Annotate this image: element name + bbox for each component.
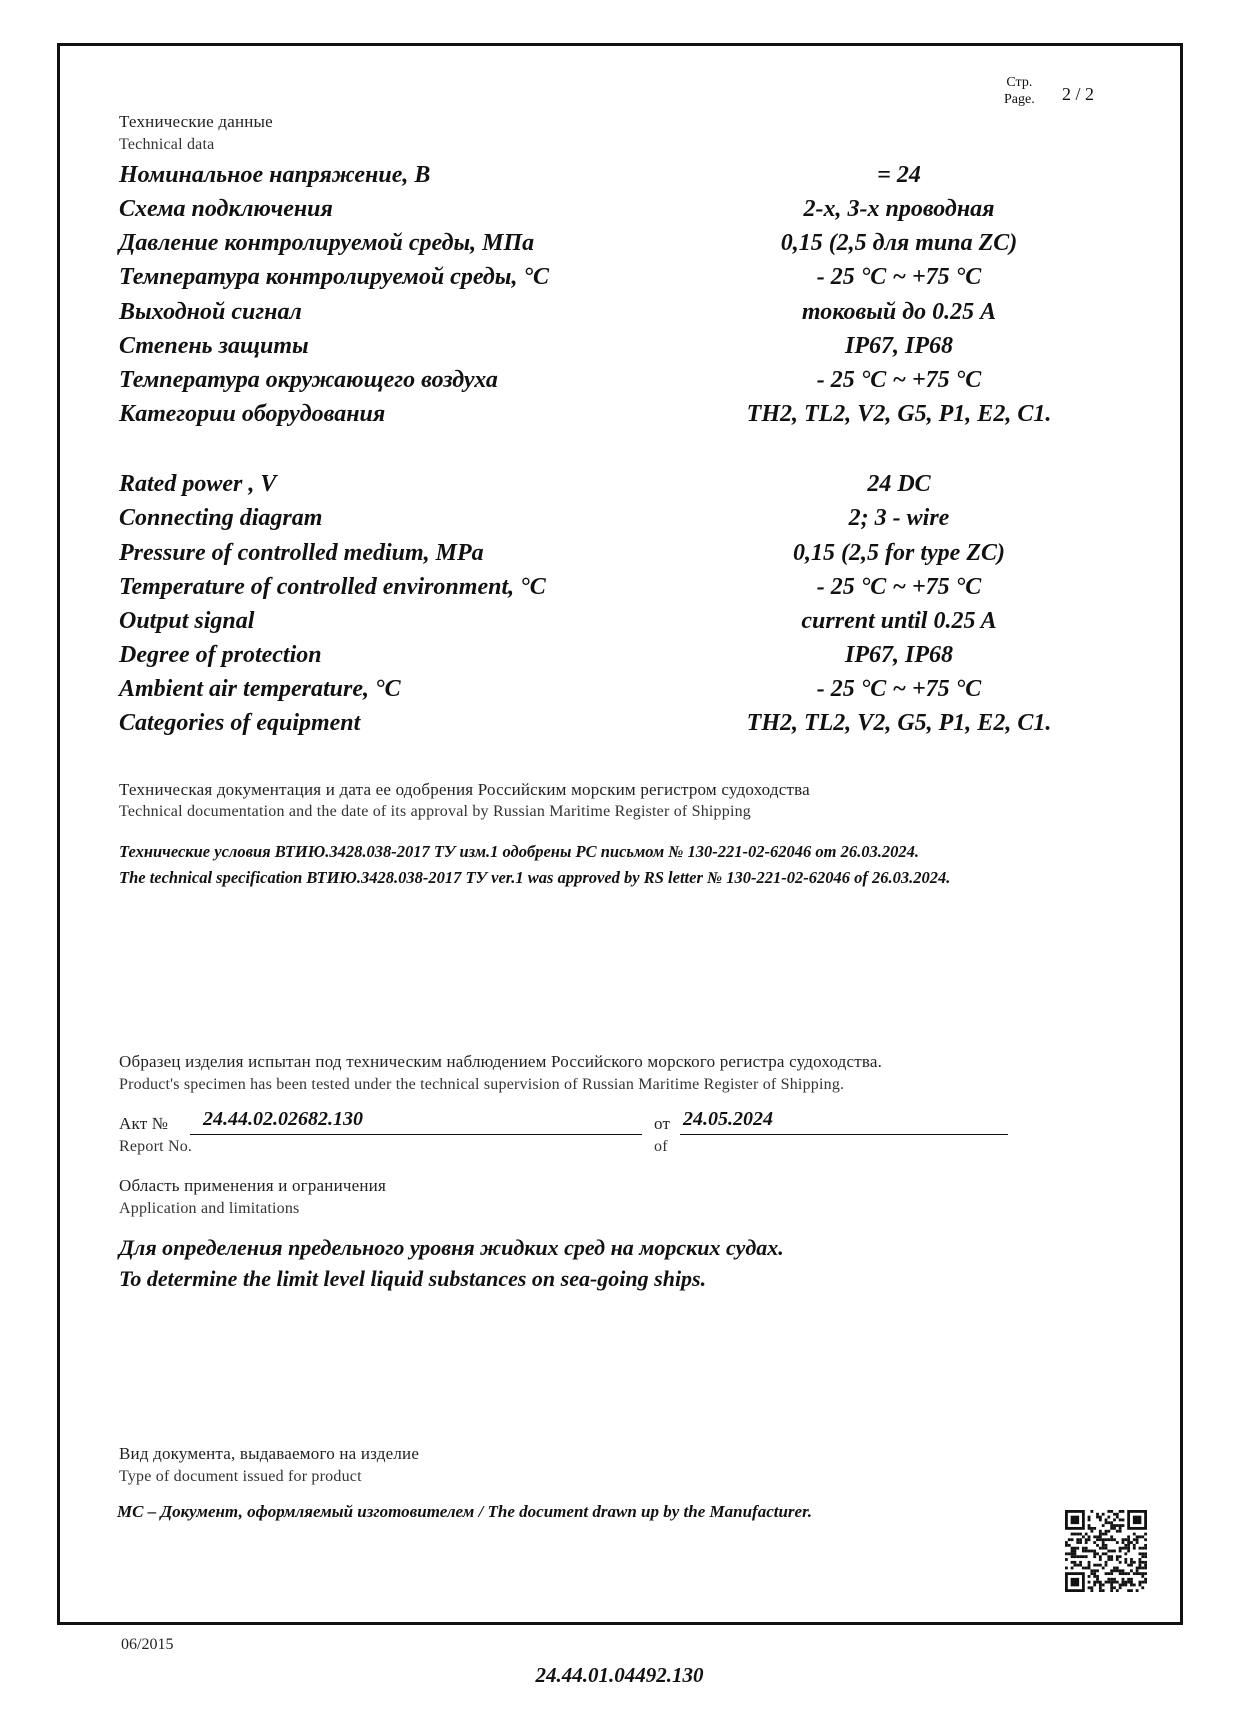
specimen-caption-ru: Образец изделия испытан под техническим наблюдением Российского морского регистра судоходства. (119, 1052, 883, 1071)
spec-label: Connecting diagram (119, 505, 323, 531)
application-text-ru: Для определения предельного уровня жидких сред на морских судах. (119, 1235, 784, 1260)
spec-row (119, 162, 1039, 196)
page-label (1004, 74, 1035, 108)
spec-row (119, 676, 1039, 710)
page-label-en: Page. (1004, 92, 1035, 107)
report-label-en: Report No. (119, 1138, 193, 1155)
application-caption-en: Application and limitations (119, 1200, 300, 1217)
spec-value: - 25 °C ~ +75 °C (816, 574, 982, 600)
spec-value: 2; 3 - wire (848, 505, 950, 531)
spec-value: 2-х, 3-х проводная (803, 196, 995, 222)
page-label-ru: Стр. (1006, 75, 1033, 90)
report-number: 24.44.02.02682.130 (203, 1108, 363, 1130)
spec-label: Degree of protection (119, 642, 322, 668)
spec-row (119, 230, 1039, 264)
document-type-caption-ru: Вид документа, выдаваемого на изделие (119, 1444, 420, 1463)
report-of-label-en: of (654, 1138, 668, 1155)
spec-value: - 25 °С ~ +75 °С (816, 367, 982, 393)
certificate-number: 24.44.01.04492.130 (535, 1663, 704, 1687)
spec-value: TH2, TL2, V2, G5, P1, E2, C1. (746, 710, 1052, 736)
document-type-text: МС – Документ, оформляемый изготовителем / The document drawn up by the Manufacturer. (117, 1502, 813, 1521)
spec-value: TH2, TL2, V2, G5, P1, E2, C1. (746, 401, 1052, 427)
spec-value: - 25 °С ~ +75 °С (816, 264, 982, 290)
spec-row (119, 299, 1039, 333)
spec-label: Категории оборудования (119, 401, 386, 427)
spec-label: Температура контролируемой среды, °С (119, 264, 550, 290)
spec-row (119, 264, 1039, 298)
spec-label: Схема подключения (119, 196, 333, 222)
report-date: 24.05.2024 (683, 1108, 773, 1130)
spec-value: = 24 (877, 162, 921, 188)
spec-label: Давление контролируемой среды, МПа (119, 230, 535, 256)
spec-label: Степень защиты (119, 333, 309, 359)
spec-value: 0,15 (2,5 для типа ZC) (780, 230, 1018, 256)
tech-spec-approval-ru: Технические условия ВТИЮ.3428.038-2017 ТУ изм.1 одобрены РС письмом № 130-221-02-62046 от 26.03.2024. (119, 842, 919, 861)
spec-value: current until 0.25 A (801, 608, 997, 634)
spec-row (119, 196, 1039, 230)
spec-row (119, 367, 1039, 401)
spec-label: Выходной сигнал (119, 299, 302, 325)
technical-data-caption-en: Technical data (119, 136, 215, 153)
spec-value: 0,15 (2,5 for type ZC) (793, 540, 1005, 566)
spec-row (119, 333, 1039, 367)
report-label-ru: Акт № (119, 1114, 169, 1133)
report-date-underline (680, 1134, 1008, 1135)
spec-value: IP67, IP68 (845, 333, 953, 359)
report-of-label-ru: от (654, 1114, 671, 1133)
spec-value: - 25 °C ~ +75 °C (816, 676, 982, 702)
spec-row (119, 471, 1039, 505)
specimen-caption-en: Product's specimen has been tested under the technical supervision of Russian Maritime Register of Shipping. (119, 1076, 845, 1093)
spec-label: Rated power , V (119, 471, 277, 497)
spec-row (119, 642, 1039, 676)
spec-label: Output signal (119, 608, 255, 634)
spec-label: Temperature of controlled environment, °C (119, 574, 546, 600)
application-caption-ru: Область применения и ограничения (119, 1176, 386, 1195)
document-type-caption-en: Type of document issued for product (119, 1468, 362, 1485)
spec-row (119, 505, 1039, 539)
spec-label: Ambient air temperature, °C (119, 676, 401, 702)
spec-row (119, 401, 1052, 435)
tech-spec-approval-en: The technical specification ВТИЮ.3428.038-2017 ТУ ver.1 was approved by RS letter № 130-221-02-62046 of 26.03.2024. (119, 868, 951, 887)
spec-row (119, 710, 1052, 744)
page-number: 2 / 2 (1062, 84, 1095, 104)
spec-label: Номинальное напряжение, В (119, 162, 431, 188)
spec-row (119, 608, 1039, 642)
form-code: 06/2015 (121, 1636, 174, 1653)
spec-value: IP67, IP68 (845, 642, 953, 668)
documentation-caption-ru: Техническая документация и дата ее одобрения Российским морским регистром судоходства (119, 780, 810, 799)
spec-row (119, 540, 1039, 574)
documentation-caption-en: Technical documentation and the date of its approval by Russian Maritime Register of Shipping (119, 803, 752, 820)
spec-label: Температура окружающего воздуха (119, 367, 498, 393)
spec-value: токовый до 0.25 А (801, 299, 997, 325)
spec-label: Categories of equipment (119, 710, 361, 736)
qr-code-image (1065, 1510, 1147, 1592)
application-text-en: To determine the limit level liquid substances on sea-going ships. (119, 1266, 707, 1291)
technical-data-caption-ru: Технические данные (119, 112, 273, 131)
report-number-underline (190, 1134, 642, 1135)
spec-label: Pressure of controlled medium, MPa (119, 540, 484, 566)
spec-value: 24 DC (867, 471, 931, 497)
spec-row (119, 574, 1039, 608)
